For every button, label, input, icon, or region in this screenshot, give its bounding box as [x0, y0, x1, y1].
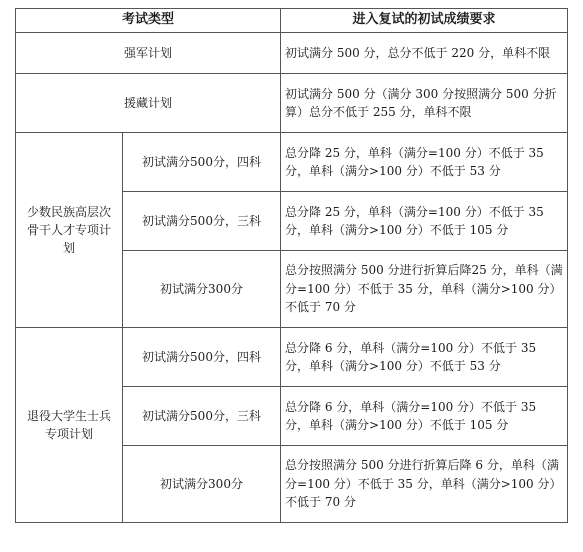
requirement-cell: 总分降 6 分，单科（满分=100 分）不低于 35 分，单科（满分>100 分）不低于 53 分 — [281, 328, 568, 387]
group-name-cell: 退役大学生士兵专项计划 — [16, 328, 123, 523]
table-row — [16, 328, 568, 387]
requirement-cell: 总分降 6 分，单科（满分=100 分）不低于 35 分，单科（满分>100 分）不低于 105 分 — [281, 387, 568, 446]
header-exam-type: 考试类型 — [16, 9, 281, 33]
subcategory-cell: 初试满分300分 — [123, 446, 281, 523]
table-row — [16, 33, 568, 74]
subcategory-cell: 初试满分500分，三科 — [123, 192, 281, 251]
exam-type-cell: 强军计划 — [16, 33, 281, 74]
subcategory-cell: 初试满分500分，三科 — [123, 387, 281, 446]
requirement-cell: 总分按照满分 500 分进行折算后降 6 分，单科（满分=100 分）不低于 35 分，单科（满分>100 分）不低于 70 分 — [281, 446, 568, 523]
table-row — [16, 133, 568, 192]
requirement-cell: 总分按照满分 500 分进行折算后降25 分，单科（满分=100 分）不低于 35 分，单科（满分>100 分）不低于 70 分 — [281, 251, 568, 328]
requirement-cell: 总分降 25 分，单科（满分=100 分）不低于 35 分，单科（满分>100 分）不低于 53 分 — [281, 133, 568, 192]
requirement-cell: 初试满分 500 分，总分不低于 220 分，单科不限 — [281, 33, 568, 74]
header-requirements: 进入复试的初试成绩要求 — [281, 9, 568, 33]
table-row — [16, 74, 568, 133]
exam-type-cell: 援藏计划 — [16, 74, 281, 133]
table-header-row — [16, 9, 568, 33]
score-requirements-table — [15, 8, 568, 523]
subcategory-cell: 初试满分500分，四科 — [123, 328, 281, 387]
requirement-cell: 总分降 25 分，单科（满分=100 分）不低于 35 分，单科（满分>100 分）不低于 105 分 — [281, 192, 568, 251]
group-name-cell: 少数民族高层次骨干人才专项计划 — [16, 133, 123, 328]
requirement-cell: 初试满分 500 分（满分 300 分按照满分 500 分折算）总分不低于 255 分，单科不限 — [281, 74, 568, 133]
subcategory-cell: 初试满分500分，四科 — [123, 133, 281, 192]
subcategory-cell: 初试满分300分 — [123, 251, 281, 328]
